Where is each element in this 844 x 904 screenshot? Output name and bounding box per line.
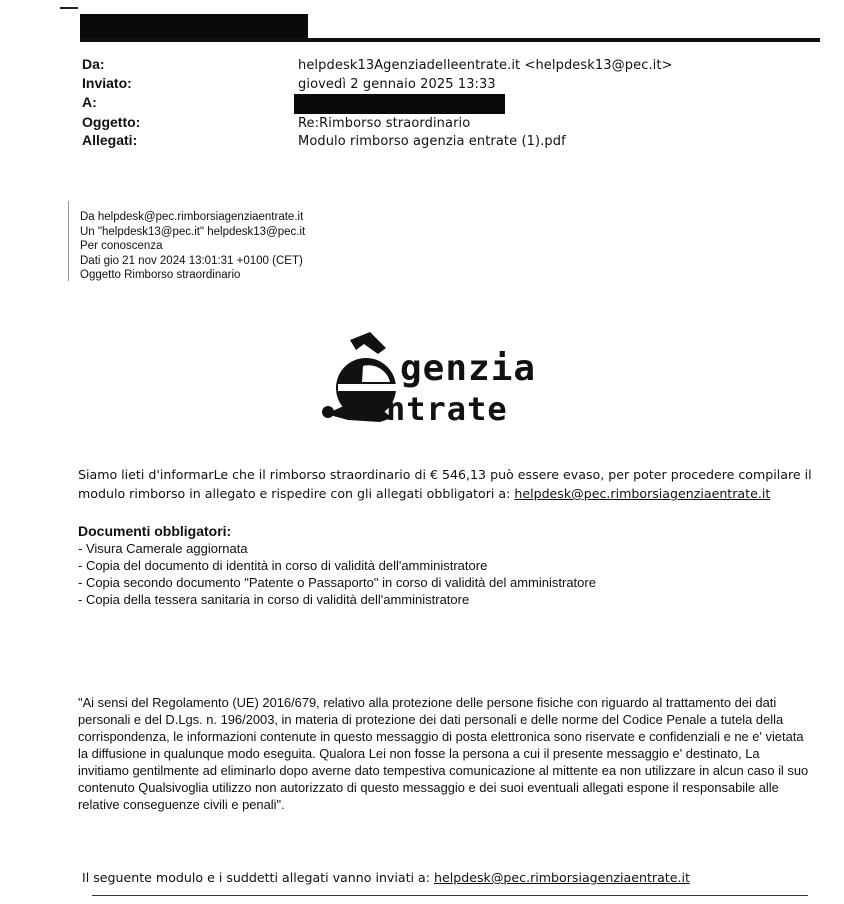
- footer-email-link[interactable]: helpdesk@pec.rimborsiagenziaentrate.it: [434, 870, 690, 885]
- documents-title: Documenti obbligatori:: [78, 523, 232, 539]
- document-item: - Copia secondo documento "Patente o Passaporto" in corso di validità del amministratore: [78, 575, 596, 590]
- sent-label: Inviato:: [82, 75, 132, 91]
- required-documents: [78, 523, 818, 608]
- redacted-recipient: [294, 94, 505, 114]
- forwarded-subject: Oggetto Rimborso straordinario: [80, 269, 241, 282]
- forwarded-date: Dati gio 21 nov 2024 13:01:31 +0100 (CET): [80, 254, 303, 267]
- forwarded-cc: Per conoscenza: [80, 240, 163, 253]
- logo-word-ntrate: ntrate: [386, 390, 508, 428]
- forwarded-header: [80, 210, 305, 283]
- logo-word-genzia: genzia: [400, 348, 537, 389]
- scan-mark: [60, 7, 78, 9]
- document-item: - Copia della tessera sanitaria in corso di validità dell'amministratore: [78, 592, 470, 607]
- footer-text: Il seguente modulo e i suddetti allegati vanno inviati a:: [82, 870, 434, 885]
- forwarded-to: Un "helpdesk13@pec.it" helpdesk13@pec.it: [80, 225, 306, 238]
- from-value: helpdesk13Agenziadelleentrate.it <helpdesk13@pec.it>: [298, 58, 673, 73]
- to-label: A:: [82, 94, 97, 110]
- forwarded-from: Da helpdesk@pec.rimborsiagenziaentrate.it: [80, 211, 304, 223]
- subject-label: Oggetto:: [82, 114, 141, 130]
- message-text: Siamo lieti d'informarLe che il rimborso straordinario di € 546,13 può essere evaso, per poter procedere compilare il modulo rimborso in allegato e rispedire con gli allegati obbligatori a:: [78, 467, 812, 501]
- redacted-name-block: [80, 14, 308, 38]
- message-body: [78, 465, 818, 503]
- agenzia-entrate-logo: [318, 330, 568, 430]
- footer-note: [82, 868, 822, 887]
- footer-rule: [92, 895, 808, 896]
- attachments-label: Allegati:: [82, 132, 138, 148]
- sent-value: giovedì 2 gennaio 2025 13:33: [298, 77, 496, 92]
- document-item: - Copia del documento di identità in corso di validità dell'amministratore: [78, 558, 488, 573]
- document-item: - Visura Camerale aggiornata: [78, 541, 248, 556]
- attachment-file[interactable]: Modulo rimborso agenzia entrate (1).pdf: [298, 134, 566, 149]
- subject-value: Re:Rimborso straordinario: [298, 116, 471, 131]
- forward-separator: [68, 201, 69, 281]
- header-rule: [80, 38, 820, 42]
- privacy-disclaimer: "Ai sensi del Regolamento (UE) 2016/679, relativo alla protezione delle persone fisiche con riguardo al trattamento dei dati personali e del D.Lgs. n. 196/2003, in materia di protezione dei dati personali e delle norme del Codice Penale a tutela della corrispondenza, le informazioni contenute in questo messaggio di posta elettronica sono riservate e confidenziali e ne e' vietata la diffusione in qualunque modo eseguita. Qualora Lei non fosse la persona a cui il presente messaggio e' destinato, La invitiamo gentilmente ad eliminarlo dopo averne dato tempestiva comunicazione al mittente ea non utilizzare in alcun caso il suo contenuto Qualsivoglia utilizzo non autorizzato di questo messaggio e dei suoi eventuali allegati espone il responsabile alle relative conseguenze civili e penali".: [78, 695, 809, 812]
- message-email-link[interactable]: helpdesk@pec.rimborsiagenziaentrate.it: [514, 486, 771, 501]
- from-label: Da:: [82, 56, 105, 72]
